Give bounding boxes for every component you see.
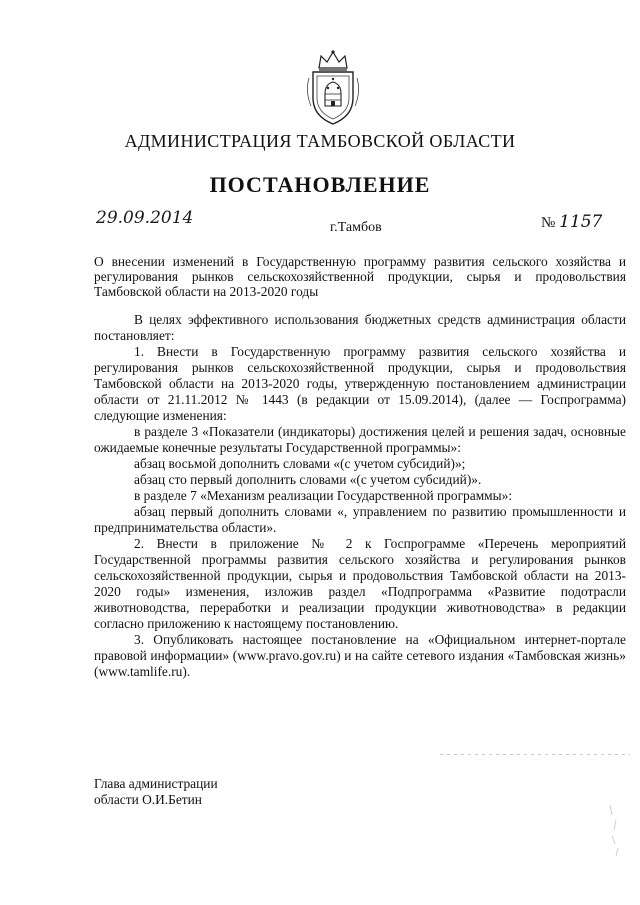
signature-block [94, 776, 218, 808]
tambov-coat-of-arms-icon [301, 48, 365, 126]
paragraph-item-1: 1. Внести в Государственную программу развития сельского хозяйства и регулирования рынков сельскохозяйственной продукции, сырья и продовольствия Тамбовской области на 2013-2020 годы, утвержденную постановлением администрации области от 21.11.2012 № 1443 (в редакции от 15.09.2014), (далее — Госпрограмма) следующие изменения: [94, 344, 626, 423]
document-city: г.Тамбов [330, 220, 382, 235]
paragraph-abzac-8: абзац восьмой дополнить словами «(с учетом субсидий)»; [134, 456, 466, 471]
document-type-heading: ПОСТАНОВЛЕНИЕ [209, 172, 431, 197]
number-value: 1157 [559, 212, 603, 232]
paragraph-section-7: в разделе 7 «Механизм реализации Государственной программы»: [134, 488, 513, 503]
paragraph-item-3: 3. Опубликовать настоящее постановление на «Официальном интернет-портале правовой информации» (www.pravo.gov.ru) и на сайте сетевого издания «Тамбовская жизнь» (www.tamlife.ru). [94, 632, 626, 679]
paragraph-item-2: 2. Внести в приложение № 2 к Госпрограмме «Перечень мероприятий Государственной программы развития сельского хозяйства и регулирования рынков сельскохозяйственной продукции, сырья и продовольствия Тамбовской области на 2013-2020 годы» изменения, изложив раздел «Подпрограмма «Развитие подотрасли животноводства, переработки и реализации продукции животноводства» в редакции согласно приложению к настоящему постановлению. [94, 536, 626, 631]
scan-artifact-line [440, 754, 630, 755]
document-subject: О внесении изменений в Государственную программу развития сельского хозяйства и регулирования рынков сельскохозяйственной продукции, сырья и продовольствия Тамбовской области на 2013-2020 годы [94, 254, 626, 299]
paragraph-section-3: в разделе 3 «Показатели (индикаторы) достижения целей и решения задач, основные ожидаемые конечные результаты Государственной программы»: [94, 424, 626, 455]
organization-title: АДМИНИСТРАЦИЯ ТАМБОВСКОЙ ОБЛАСТИ [124, 131, 516, 151]
paragraph-abzac-101: абзац сто первый дополнить словами «(с учетом субсидий)». [134, 472, 482, 487]
document-body [94, 312, 626, 680]
paragraph-preamble: В целях эффективного использования бюджетных средств администрация области постановляет: [94, 312, 626, 343]
number-sign: № [541, 215, 556, 231]
signature-title: Глава администрации [94, 776, 218, 791]
scan-artifact-marks [600, 800, 630, 860]
signature-name: области О.И.Бетин [94, 792, 202, 807]
document-date: 29.09.2014 [96, 208, 194, 228]
paragraph-abzac-1: абзац первый дополнить словами «, управлением по развитию промышленности и предпринимательства области». [94, 504, 626, 535]
document-number [541, 212, 602, 232]
